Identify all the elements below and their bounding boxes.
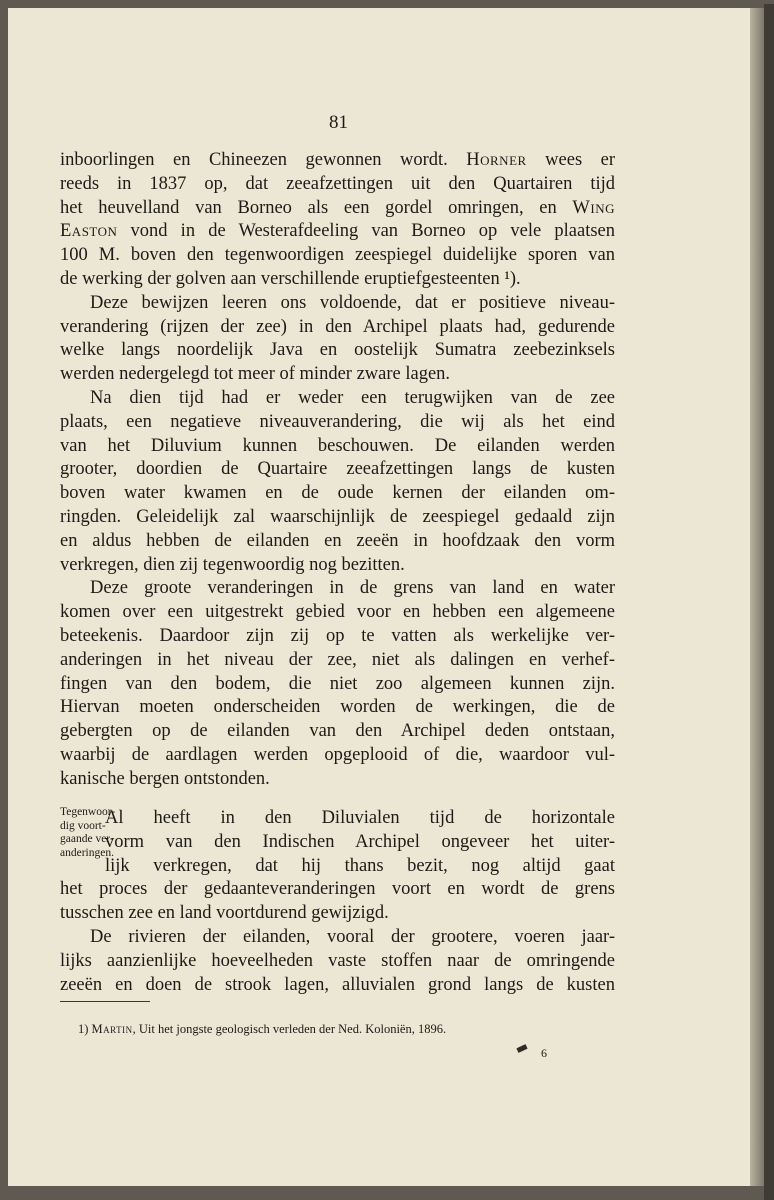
text-line [60,743,615,767]
text-run: vond in de Westerafdeeling van Borneo op vele plaatsen [117,221,615,242]
author-name: Horner [466,150,527,170]
footnote-author: Martin [91,1022,133,1036]
text-line [60,315,615,339]
text-line [60,973,615,997]
text-line [90,291,615,315]
text-line [60,624,615,648]
text-line [60,901,615,925]
text-run: boven water kwamen en de oude kernen der eilanden om- [60,483,615,504]
text-line [60,877,615,901]
text-line [60,695,615,719]
margin-note-line: gaande ver- [60,833,114,845]
signature-mark: 6 [541,1046,547,1060]
text-run: verkregen, dien zij tegenwoordig nog bezitten. [60,554,405,575]
text-run: de werking der golven aan verschillende eruptiefgesteenten ¹). [60,269,521,289]
text-line [60,672,615,696]
text-line [60,481,615,505]
margin-note-line: Tegenwoor- [60,806,116,818]
text-run: Al heeft in den Diluvialen tijd de horizontale [105,808,615,828]
text-run: het proces der gedaanteveranderingen voort en wordt de grens [60,879,615,900]
text-line [60,949,615,973]
text-run: welke langs noordelijk Java en oostelijk Sumatra zeebezinksels [60,340,615,361]
text-run: Na dien tijd had er weder een terugwijken van de zee [90,388,615,408]
text-run: tusschen zee en land voortdurend gewijzigd. [60,903,389,924]
text-line [60,267,615,291]
text-line [90,386,615,410]
text-run: het heuvelland van Borneo als een gordel omringen, en [60,197,573,218]
text-run: Hiervan moeten onderscheiden worden de werkingen, die de [60,697,615,718]
text-run: Deze bewijzen leeren ons voldoende, dat er positieve niveau- [90,292,615,313]
text-run: zeeën en doen de strook lagen, alluvialen grond langs de kusten [60,974,615,995]
page-shadow [750,8,764,1186]
text-run: gebergten op de eilanden van den Archipel deden ontstaan, [60,721,615,742]
text-line [60,457,615,481]
text-line [60,553,615,577]
text-run: werden nedergelegd tot meer of minder zware lagen. [60,364,451,385]
footnote-text: , Uit het jongste geologisch verleden der Ned. Koloniën, 1896. [132,1022,447,1036]
text-run: fingen van den bodem, die niet zoo algemeen kunnen zijn. [60,673,615,694]
text-line [60,196,615,220]
text-run: kanische bergen ontstonden. [60,768,270,789]
text-run: van het Diluvium kunnen beschouwen. De eilanden werden [60,435,615,456]
page-number: 81 [329,112,348,133]
text-line [60,338,615,362]
text-run: komen over een uitgestrekt gebied voor en hebben een algemeene [60,602,615,623]
footnote-rule [60,1001,150,1002]
text-run: verandering (rijzen der zee) in den Archipel plaats had, gedurende [60,316,615,337]
text-line [60,243,615,267]
author-name: Wing [572,197,615,218]
text-run: beteekenis. Daardoor zijn zij op te vatten als werkelijke ver- [60,626,615,646]
text-line [60,600,615,624]
text-line [105,806,615,830]
text-line [60,529,615,553]
text-line [60,148,615,172]
text-run: plaats, een negatieve niveauverandering, die wij als het eind [60,411,615,432]
text-run: inboorlingen en Chineezen gewonnen wordt. [60,150,467,170]
text-line [60,434,615,458]
text-run: vorm van den Indischen Archipel ongeveer het uiter- [105,831,615,852]
text-line [60,410,615,434]
text-line [60,219,615,243]
text-line [90,925,615,949]
text-run: grooter, doordien de Quartaire zeeafzettingen langs de kusten [60,459,615,480]
text-run: wees er [526,150,615,170]
text-run: anderingen in het niveau der zee, niet als dalingen en verhef- [60,649,615,670]
text-line [90,576,615,600]
text-line [60,648,615,672]
text-line [105,854,615,878]
scan-edge [764,4,774,1200]
margin-note-line: dig voort- [60,819,106,832]
text-run: reeds in 1837 op, dat zeeafzettingen uit den Quartairen tijd [60,173,615,194]
text-run: waarbij de aardlagen werden opgeplooid of die, waardoor vul- [60,745,615,765]
text-run: en aldus hebben de eilanden en zeeën in hoofdzaak den vorm [60,530,615,551]
text-run: ringden. Geleidelijk zal waarschijnlijk de zeespiegel gedaald zijn [60,507,615,527]
author-name: Easton [60,221,118,242]
text-run: De rivieren der eilanden, vooral der grootere, voeren jaar- [90,927,615,947]
text-run: Deze groote veranderingen in de grens van land en water [90,578,615,599]
text-line [60,362,615,386]
text-run: lijk verkregen, dat hij thans bezit, nog altijd gaat [105,855,615,876]
text-line [60,719,615,743]
text-run: 100 M. boven den tegenwoordigen zeespiegel duidelijke sporen van [60,245,615,266]
text-line [105,830,615,854]
text-run: lijks aanzienlijke hoeveelheden vaste stoffen naar de omringende [60,950,615,971]
footnote [78,1022,446,1037]
footnote-marker: 1) [78,1022,89,1036]
margin-note [60,806,115,860]
text-line [60,767,615,791]
text-line [60,172,615,196]
margin-note-line: anderingen. [60,846,114,859]
text-line [60,505,615,529]
